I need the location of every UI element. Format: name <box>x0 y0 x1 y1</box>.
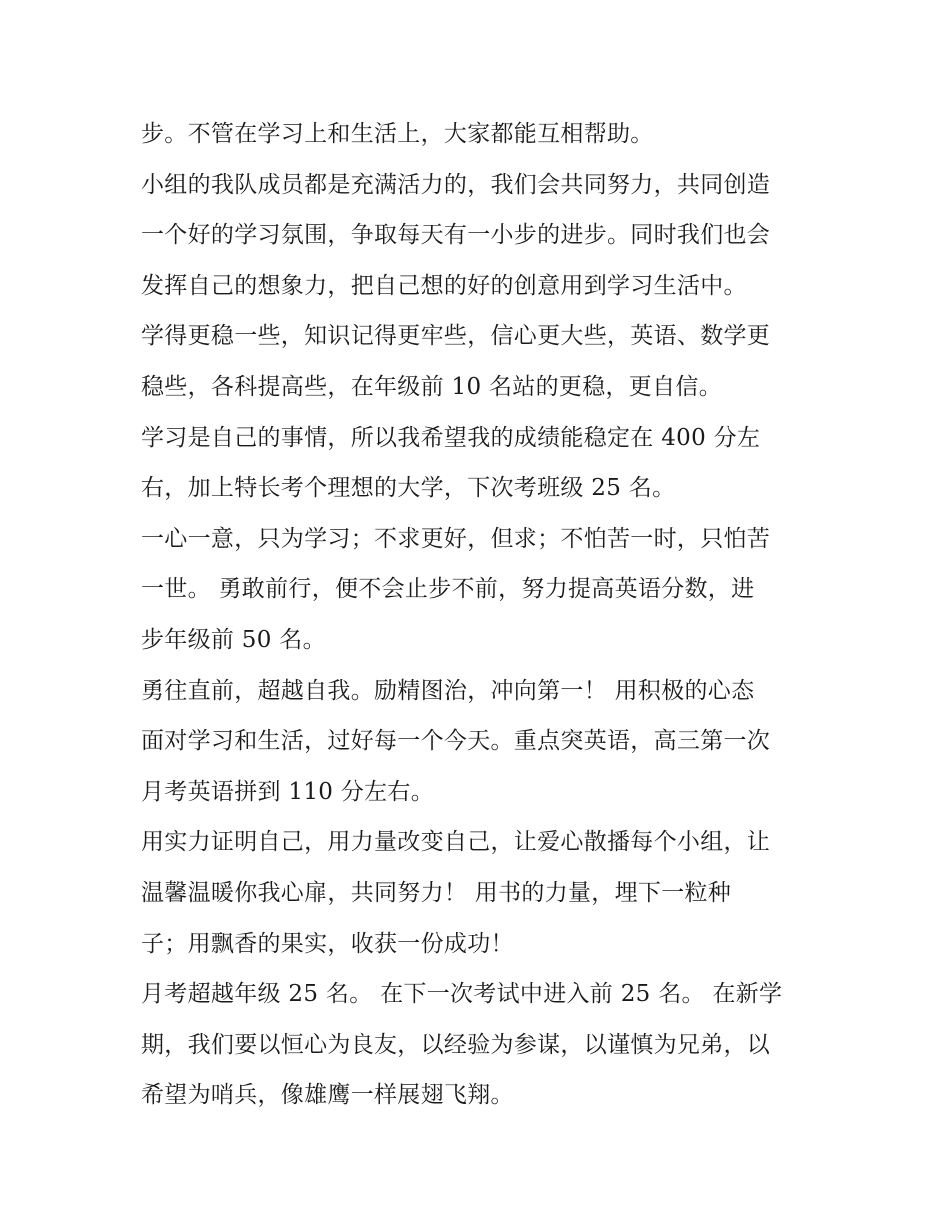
text-line: 步年级前 50 名。 <box>141 626 326 653</box>
text-line: 一心一意，只为学习；不求更好，但求；不怕苦一时，只怕苦 <box>141 525 771 552</box>
text-line: 一世。 勇敢前行，便不会止步不前，努力提高英语分数，进 <box>141 576 755 603</box>
text-line: 用实力证明自己，用力量改变自己，让爱心散播每个小组，让 <box>141 829 771 856</box>
text-line: 稳些，各科提高些，在年级前 10 名站的更稳，更自信。 <box>141 373 722 400</box>
text-line: 小组的我队成员都是充满活力的，我们会共同努力，共同创造 <box>141 171 771 198</box>
text-line: 希望为哨兵，像雄鹰一样展翅飞翔。 <box>141 1082 514 1109</box>
text-line: 学得更稳一些，知识记得更牢些，信心更大些，英语、数学更 <box>141 323 771 350</box>
text-line: 温馨温暖你我心扉，共同努力！ 用书的力量，埋下一粒种 <box>141 879 732 906</box>
text-line: 面对学习和生活，过好每一个今天。重点突英语，高三第一次 <box>141 728 771 755</box>
text-line: 右，加上特长考个理想的大学，下次考班级 25 名。 <box>141 475 676 502</box>
document-body <box>141 109 821 1121</box>
text-line: 一个好的学习氛围，争取每天有一小步的进步。同时我们也会 <box>141 222 771 249</box>
text-line: 发挥自己的想象力，把自己想的好的创意用到学习生活中。 <box>141 272 747 299</box>
text-line: 月考超越年级 25 名。 在下一次考试中进入前 25 名。 在新学 <box>141 981 783 1008</box>
text-line: 勇往直前，超越自我。励精图治，冲向第一！ 用积极的心态 <box>141 677 755 704</box>
text-line: 月考英语拼到 110 分左右。 <box>141 778 435 805</box>
text-line: 步。不管在学习上和生活上，大家都能互相帮助。 <box>141 121 654 147</box>
text-line: 学习是自己的事情，所以我希望我的成绩能稳定在 400 分左 <box>141 424 761 451</box>
text-line: 子；用飘香的果实，收获一份成功！ <box>141 930 514 957</box>
text-line: 期，我们要以恒心为良友，以经验为参谋，以谨慎为兄弟，以 <box>141 1031 771 1058</box>
